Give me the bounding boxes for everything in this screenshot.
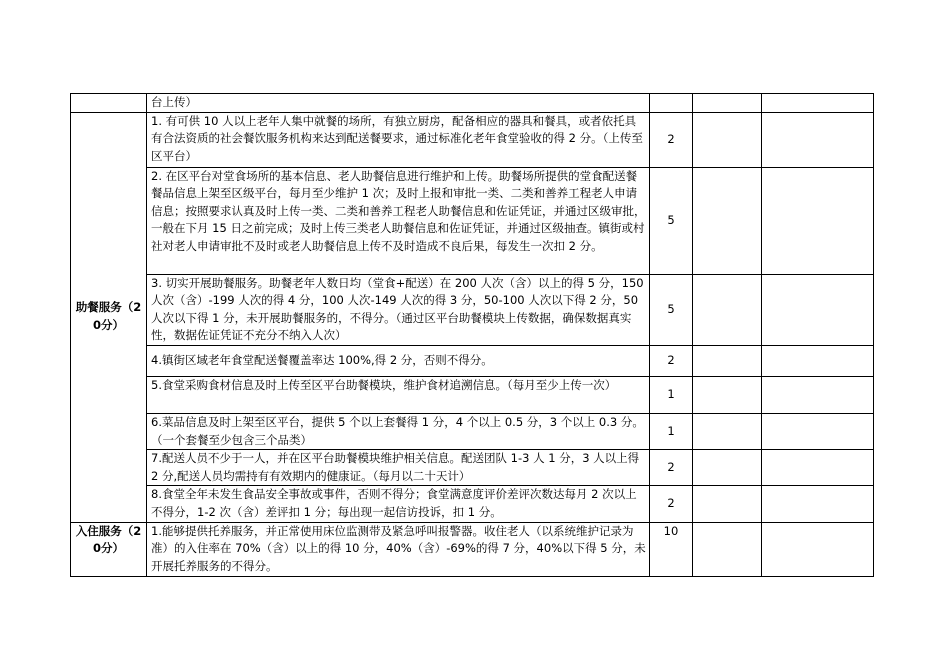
points-cell: 5 [650,167,693,274]
table-row [71,450,874,486]
empty-cell [693,94,762,113]
criteria-cell: 4.镇街区域老年食堂配送餐覆盖率达 100%,得 2 分，否则不得分。 [147,345,650,376]
criteria-cell: 6.菜品信息及时上架至区平台，提供 5 个以上套餐得 1 分，4 个以上 0.5 分，3 个以上 0.3 分。（一个套餐至少包含三个品类） [147,413,650,449]
empty-cell [762,112,874,167]
criteria-cell: 8.食堂全年未发生食品安全事故或事件，否则不得分；食堂满意度评价差评次数达每月 2 次以上不得分，1-2 次（含）差评扣 1 分；每出现一起信访投诉，扣 1 分。 [147,486,650,522]
empty-cell [693,167,762,274]
empty-cell [762,345,874,376]
criteria-cell: 1.能够提供托养服务，并正常使用床位监测带及紧急呼叫报警器。收住老人（以系统维护记录为准）的入住率在 70%（含）以上的得 10 分，40%（含）-69%的得 7 分，40%以下得 5 分，未开展托养服务的不得分。 [147,522,650,576]
empty-cell [693,376,762,413]
criteria-cell: 5.食堂采购食材信息及时上传至区平台助餐模块，维护食材追溯信息。（每月至少上传一次） [147,376,650,413]
category-residential-service: 入住服务（20分） [71,522,147,576]
scoring-table [70,93,874,577]
empty-cell [693,112,762,167]
empty-cell [762,274,874,345]
points-cell: 5 [650,274,693,345]
table-row [71,94,874,113]
empty-cell [762,167,874,274]
empty-cell [693,450,762,486]
points-cell [650,94,693,113]
empty-cell [693,345,762,376]
table-row [71,522,874,576]
points-cell: 10 [650,522,693,576]
table-row [71,376,874,413]
empty-cell [762,376,874,413]
table-row [71,345,874,376]
table-row [71,413,874,449]
points-cell: 1 [650,413,693,449]
category-meal-service: 助餐服务（20分） [71,112,147,522]
table-row [71,486,874,522]
empty-cell [762,522,874,576]
table-row [71,274,874,345]
table-row [71,167,874,274]
criteria-cell: 1. 有可供 10 人以上老年人集中就餐的场所，有独立厨房，配备相应的器具和餐具，或者依托具有合法资质的社会餐饮服务机构来达到配送餐要求，通过标准化老年食堂验收的得 2 分。（上传至区平台） [147,112,650,167]
table-row [71,112,874,167]
empty-cell [693,522,762,576]
criteria-cell: 2. 在区平台对堂食场所的基本信息、老人助餐信息进行维护和上传。助餐场所提供的堂食配送餐餐品信息上架至区级平台，每月至少维护 1 次；及时上报和审批一类、二类和善养工程老人申请信息；按照要求认真及时上传一类、二类和善养工程老人助餐信息和佐证凭证，并通过区级审批，一般在下月 15 日之前完成；及时上传三类老人助餐信息和佐证凭证，并通过区级抽查。镇街或村社对老人申请审批不及时或老人助餐信息上传不及时造成不良后果，每发生一次扣 2 分。 [147,167,650,274]
empty-cell [762,413,874,449]
criteria-cell: 3. 切实开展助餐服务。助餐老年人数日均（堂食+配送）在 200 人次（含）以上的得 5 分，150 人次（含）-199 人次的得 4 分，100 人次-149 人次的得 3 分，50-100 人次以下得 2 分，50 人次以下得 1 分，未开展助餐服务的，不得分。（通过区平台助餐模块上传数据，确保数据真实性，数据佐证凭证不充分不纳入人次） [147,274,650,345]
criteria-cell: 台上传） [147,94,650,113]
points-cell: 2 [650,486,693,522]
points-cell: 2 [650,112,693,167]
empty-cell [762,94,874,113]
empty-cell [762,486,874,522]
points-cell: 1 [650,376,693,413]
points-cell: 2 [650,450,693,486]
criteria-cell: 7.配送人员不少于一人，并在区平台助餐模块维护相关信息。配送团队 1-3 人 1 分，3 人以上得 2 分,配送人员均需持有有效期内的健康证。（每月以二十天计） [147,450,650,486]
empty-cell [693,274,762,345]
points-cell: 2 [650,345,693,376]
empty-cell [762,450,874,486]
empty-cell [693,486,762,522]
category-cell [71,94,147,113]
empty-cell [693,413,762,449]
